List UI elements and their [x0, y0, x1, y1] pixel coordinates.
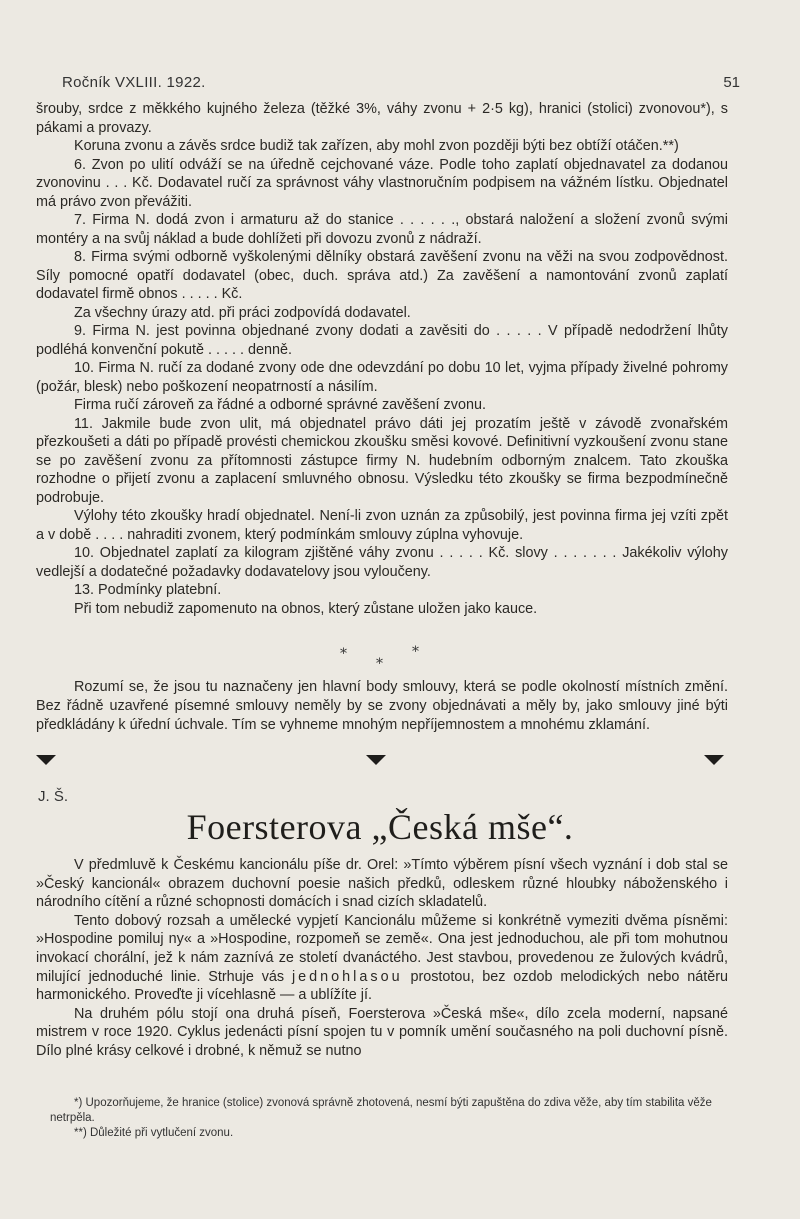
article-paragraph [36, 912, 728, 1005]
spaced-emphasis: jednohlasou [291, 968, 403, 985]
article-paragraph: Na druhém pólu stojí ona druhá píseň, Foersterova »Česká mše«, dílo zcela moderní, napsané mistrem v roce 1920. Cyklus jedenácti písní spojen tu v pomník umění současného na poli duchovní písně. Dílo plné krásy celkové i drobné, k němuž se nutno [36, 1005, 728, 1059]
asterism-divider [320, 644, 440, 674]
triangle-ornament-center [366, 755, 386, 765]
clause-paragraph: Při tom nebudiž zapomenuto na obnos, který zůstane uložen jako kauce. [74, 600, 538, 617]
clause-paragraph: 13. Podmínky platební. [74, 582, 222, 598]
clause-paragraph: Za všechny úrazy atd. při práci zodpovídá dodavatel. [74, 304, 411, 321]
author-initials: J. Š. [38, 788, 69, 805]
clause-paragraph: 9. Firma N. jest povinna objednané zvony dodati a zavěsiti do . . . . . V případě nedodržení lhůty podléhá konvenční pokutě . . . . . denně. [36, 323, 728, 358]
asterisk: * [340, 646, 347, 662]
footnote: **) Důležité při vytlučení zvonu. [74, 1127, 234, 1139]
article-text: Tento dobový rozsah a umělecké vypjetí Kancionálu můžeme si konkrétně vymeziti dvěma písněmi: »Hospodine pomiluj ny« a »Hospodine, rozpomeň se země«. Ona jest jednoduchou, ale při tom mohutnou invokací chorální, jež k nám zaznívá ze století dvanáctého. Jest stavbou, provedenou ze žulových kvádrů, milující jednoduché linie. Strhuje vás [36, 912, 728, 985]
clause-paragraph: Výlohy této zkoušky hradí objednatel. Není-li zvon uznán za způsobilý, jest povinna firma jej vzíti zpět a v době . . . . nahraditi zvonem, který podmínkám smlouvy zúplna vyhovuje. [36, 508, 728, 543]
clause-paragraph: 10. Objednatel zaplatí za kilogram zjištěné váhy zvonu . . . . . Kč. slovy . . . . . . . Jakékoliv výlohy vedlejší a dodatečné požadavky dodavatelovy jsou vyloučeny. [36, 545, 728, 580]
footnote: *) Upozorňujeme, že hranice (stolice) zvonová správně zhotovená, nesmí býti zapuštěna do zdiva věže, aby tím stabilita věže netrpěla. [50, 1097, 712, 1124]
volume-label: Ročník VXLIII. 1922. [62, 74, 206, 91]
clause-paragraph: 10. Firma N. ručí za dodané zvony ode dne odevzdání po dobu 10 let, vyjma případy živelné pohromy (požár, blesk) nebo poškození neopatrností a násilím. [36, 360, 728, 395]
summary-paragraph [36, 678, 728, 735]
clause-paragraph: šrouby, srdce z měkkého kujného železa (těžké 3%, váhy zvonu + 2·5 kg), hranici (stolici) zvonovou*), s pákami a provazy. [36, 101, 728, 136]
summary-text: Rozumí se, že jsou tu naznačeny jen hlavní body smlouvy, která se podle okolností místních změní. Bez řádně uzavřené písemné smlouvy neměly by se zvony objednávati a měly by, jako smlouvy jiné býti předkládány k úřední úchvale. Tím se vyhneme mnohým nepříjemnostem a mnohému zklamání. [36, 679, 728, 733]
article-body [36, 856, 728, 1061]
clause-paragraph: 11. Jakmile bude zvon ulit, má objednatel právo dáti jej prozatím ještě v závodě zvonařském přezkoušeti a dáti po případě provésti chemickou zkoušku směsi kovové. Definitivní vyzkoušení zvonu stane se po zavěšení zvonu za přítomnosti zástupce firmy N. hudebním odborným znalcem. Tato zkouška rozhodne o přijetí zvonu a zaplacení smluvného obnosu. Výsledku této zkoušky se firma bezpodmínečně podrobuje. [36, 415, 728, 506]
contract-clauses [36, 100, 728, 618]
page-number: 51 [723, 74, 740, 91]
clause-paragraph: 6. Zvon po ulití odváží se na úředně cejchované váze. Podle toho zaplatí objednavatel za dodanou zvonovinu . . . Kč. Dodavatel ručí za správnost váhy vlastnoručním podpisem na vážném lístku. Objednatel má právo zvon převážiti. [36, 156, 728, 210]
clause-paragraph: 8. Firma svými odborně vyškolenými dělníky obstará zavěšení zvonu na věži na svou zodpovědnost. Síly pomocné opatří dodavatel (obec, duch. správa atd.) Za zavěšení a namontování zvonů zaplatí dodavatel firmě obnos . . . . . Kč. [36, 249, 728, 302]
asterisk: * [412, 644, 419, 660]
triangle-ornament-left [36, 755, 56, 765]
article-paragraph: V předmluvě k Českému kancionálu píše dr. Orel: »Tímto výběrem písní všech vyznání i dob stal se »Český kancionál« obrazem duchovní poesie našich předků, odleskem různé hloubky náboženského i národního cítění a různé schopnosti domácích i snad cizích skladatelů. [36, 857, 728, 911]
clause-paragraph: Koruna zvonu a závěs srdce budiž tak zařízen, aby mohl zvon později býti bez obtíží otáčen.**) [74, 138, 679, 154]
triangle-ornament-right [704, 755, 724, 765]
footnotes [50, 1096, 730, 1141]
clause-paragraph: Firma ručí zároveň za řádné a odborné správné zavěšení zvonu. [74, 397, 486, 413]
article-text: prostotou, bez ozdob melodických nebo nátěru harmonického. Proveďte ji vícehlasně — a ublížíte jí. [36, 968, 729, 1004]
asterisk: * [376, 656, 383, 672]
article-title: Foersterova „Česká mše“. [186, 807, 574, 847]
clause-paragraph: 7. Firma N. dodá zvon i armaturu až do stanice . . . . . ., obstará naložení a složení zvonů svými montéry a na svůj náklad a bude dohlížeti při dovozu zvonů z nádraží. [36, 212, 728, 247]
